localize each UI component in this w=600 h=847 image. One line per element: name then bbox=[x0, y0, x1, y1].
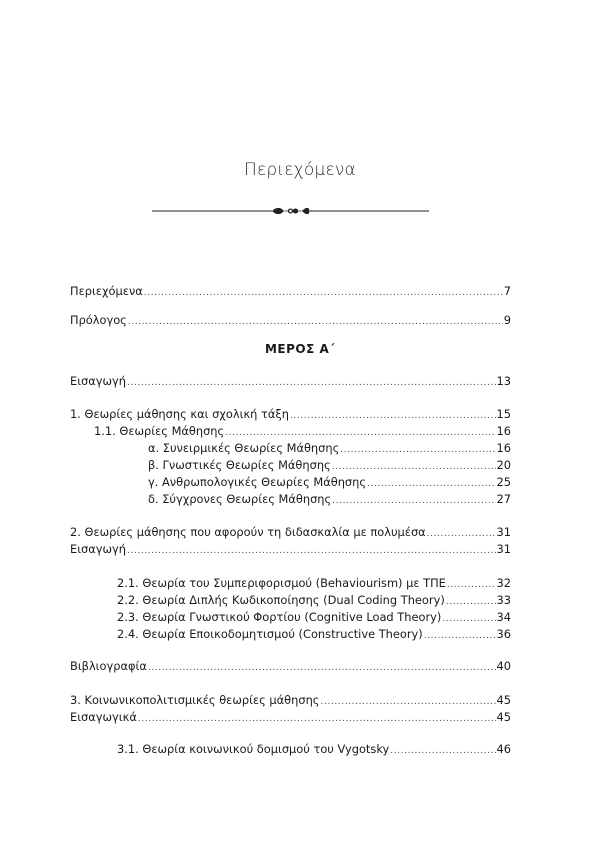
toc-entry-page: 16 bbox=[496, 424, 511, 438]
leader-dots bbox=[144, 285, 503, 301]
toc-entry[interactable] bbox=[148, 440, 511, 456]
toc-entry[interactable] bbox=[148, 457, 511, 473]
leader-dots bbox=[128, 314, 503, 330]
toc-entry-label: α. Συνειρμικές Θεωρίες Μάθησης bbox=[148, 441, 340, 455]
toc-entry[interactable] bbox=[70, 541, 511, 557]
toc-entry-label: Εισαγωγικά bbox=[70, 710, 137, 724]
toc-entry[interactable] bbox=[148, 474, 511, 490]
toc-entry-page: 46 bbox=[496, 742, 511, 756]
toc-entry[interactable] bbox=[70, 373, 511, 389]
toc-entry-page: 40 bbox=[496, 659, 511, 673]
toc-entry[interactable] bbox=[117, 609, 511, 625]
toc-entry-label: Εισαγωγή bbox=[70, 374, 127, 388]
toc-entry-label: 2.1. Θεωρία του Συμπεριφορισμού (Behaviourism) με ΤΠΕ bbox=[117, 576, 446, 590]
toc-entry-page: 32 bbox=[496, 576, 511, 590]
toc-entry[interactable] bbox=[117, 575, 511, 591]
toc-entry[interactable] bbox=[70, 692, 511, 708]
toc-entry-page: 7 bbox=[503, 284, 511, 298]
leader-dots bbox=[447, 577, 496, 593]
toc-entry-label: γ. Ανθρωπολογικές Θεωρίες Μάθησης bbox=[148, 475, 367, 489]
toc-entry-page: 31 bbox=[496, 542, 511, 556]
toc-entry[interactable] bbox=[70, 406, 511, 422]
toc-entry-label: 2.3. Θεωρία Γνωστικού Φορτίου (Cognitive Load Theory) bbox=[117, 610, 442, 624]
leader-dots bbox=[390, 743, 495, 759]
leader-dots bbox=[321, 694, 496, 710]
toc-entry-page: 34 bbox=[496, 610, 511, 624]
ornament-divider-icon bbox=[152, 205, 429, 217]
toc-entry-page: 15 bbox=[496, 407, 511, 421]
page-title: Περιεχόμενα bbox=[244, 160, 356, 180]
leader-dots bbox=[367, 476, 495, 492]
toc-entry-label: 1.1. Θεωρίες Μάθησης bbox=[94, 424, 225, 438]
toc-entry[interactable] bbox=[148, 491, 511, 507]
toc-entry-page: 27 bbox=[496, 492, 511, 506]
leader-dots bbox=[424, 628, 496, 644]
toc-entry[interactable] bbox=[117, 592, 511, 608]
leader-dots bbox=[332, 459, 496, 475]
leader-dots bbox=[290, 408, 496, 424]
toc-entry-label: 3.1. Θεωρία κοινωνικού δομισμού του Vygotsky bbox=[117, 742, 390, 756]
toc-entry-page: 16 bbox=[496, 441, 511, 455]
leader-dots bbox=[446, 594, 496, 610]
toc-entry-label: 3. Κοινωνικοπολιτισμικές θεωρίες μάθησης bbox=[70, 693, 320, 707]
leader-dots bbox=[127, 375, 495, 391]
leader-dots bbox=[225, 425, 495, 441]
toc-entry-page: 25 bbox=[496, 475, 511, 489]
toc-entry-label: δ. Σύγχρονες Θεωρίες Μάθησης bbox=[148, 492, 332, 506]
toc-entry[interactable] bbox=[94, 423, 511, 439]
toc-entry-label: Πρόλογος bbox=[70, 313, 127, 327]
toc-entry[interactable] bbox=[70, 524, 511, 540]
leader-dots bbox=[340, 442, 495, 458]
toc-entry[interactable] bbox=[70, 312, 511, 328]
toc-entry-page: 36 bbox=[496, 627, 511, 641]
toc-entry-label: Βιβλιογραφία bbox=[70, 659, 147, 673]
toc-entry-label: Περιεχόμενα bbox=[70, 284, 143, 298]
toc-entry-label: 2.2. Θεωρία Διπλής Κωδικοποίησης (Dual Coding Theory) bbox=[117, 593, 445, 607]
leader-dots bbox=[138, 711, 496, 727]
toc-entry-label: β. Γνωστικές Θεωρίες Μάθησης bbox=[148, 458, 331, 472]
toc-entry-page: 13 bbox=[496, 374, 511, 388]
toc-entry-page: 45 bbox=[496, 693, 511, 707]
toc-entry[interactable] bbox=[117, 741, 511, 757]
toc-entry-label: 2. Θεωρίες μάθησης που αφορούν τη διδασκαλία με πολυμέσα bbox=[70, 525, 426, 539]
toc-entry-page: 45 bbox=[496, 710, 511, 724]
toc-entry[interactable] bbox=[117, 626, 511, 642]
toc-entry[interactable] bbox=[70, 283, 511, 299]
section-heading: ΜΕΡΟΣ Α΄ bbox=[264, 342, 336, 356]
toc-entry-page: 9 bbox=[503, 313, 511, 327]
toc-entry[interactable] bbox=[70, 709, 511, 725]
toc-entry-page: 20 bbox=[496, 458, 511, 472]
toc-entry-page: 33 bbox=[496, 593, 511, 607]
leader-dots bbox=[332, 493, 495, 509]
toc-entry[interactable] bbox=[70, 658, 511, 674]
toc-entry-label: 2.4. Θεωρία Εποικοδομητισμού (Constructive Theory) bbox=[117, 627, 423, 641]
leader-dots bbox=[442, 611, 495, 627]
toc-entry-label: 1. Θεωρίες μάθησης και σχολική τάξη bbox=[70, 407, 289, 421]
leader-dots bbox=[127, 543, 495, 559]
toc-entry-page: 31 bbox=[496, 525, 511, 539]
leader-dots bbox=[148, 660, 496, 676]
toc-entry-label: Εισαγωγή bbox=[70, 542, 127, 556]
leader-dots bbox=[427, 526, 496, 542]
